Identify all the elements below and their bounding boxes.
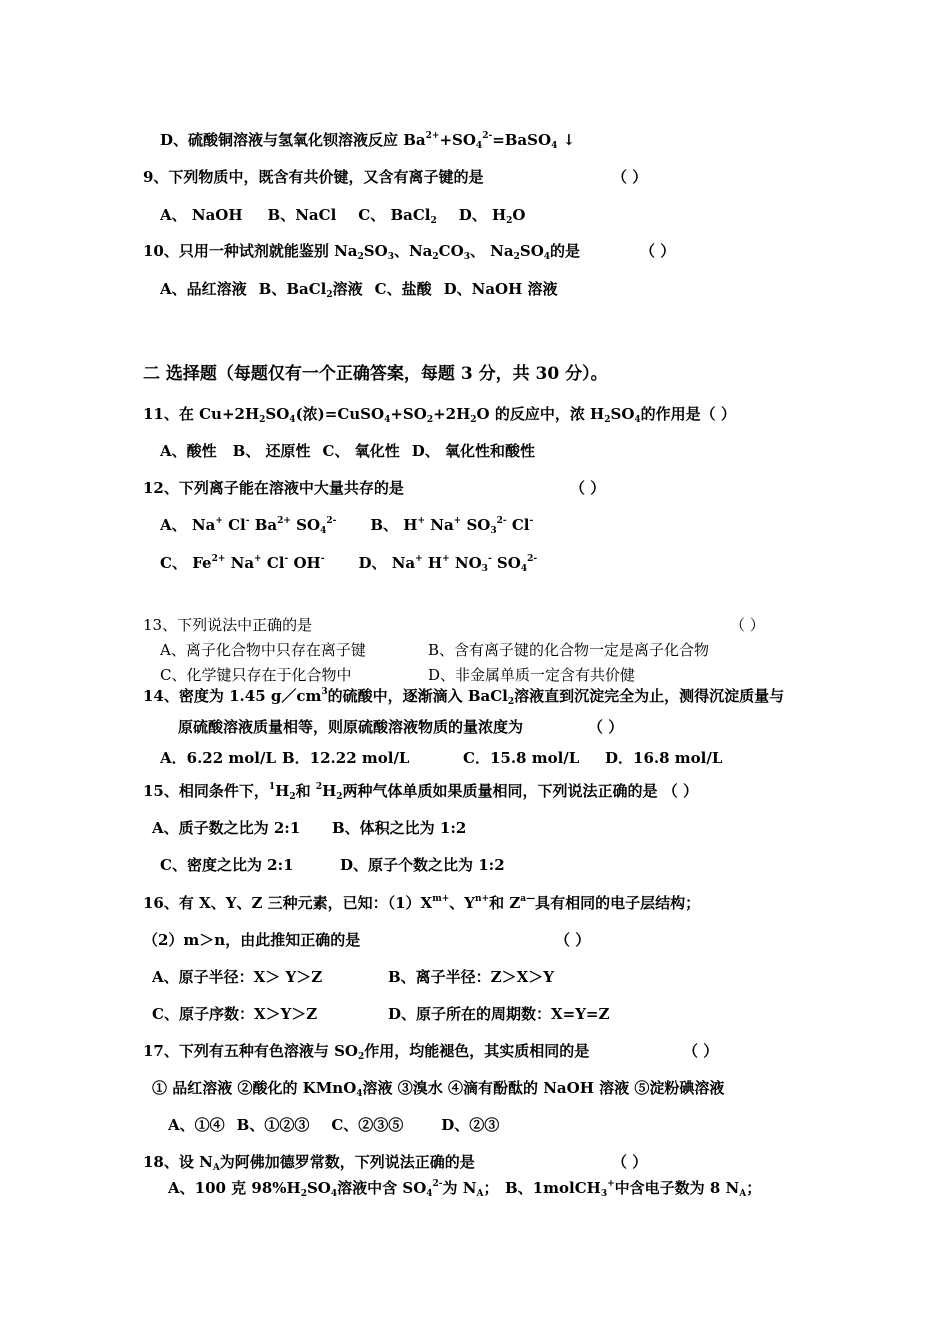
q12-option-b: B、 H+ Na+ $SO_3^{2-}$ Cl- bbox=[370, 516, 534, 536]
q12-options-cd bbox=[160, 553, 537, 573]
q18-option-a: A、100 克 $98\%H_2SO_4$溶液中含 $SO_4^{2-}$为 $N_A$； bbox=[168, 1179, 499, 1199]
q10-options bbox=[160, 279, 558, 299]
q13-option-a: A、离子化合物中只存在离子键 bbox=[160, 641, 366, 659]
q8-option-d: D、硫酸铜溶液与氢氧化钡溶液反应 $Ba^{2+}+SO_4^{2-}=BaSO_4$ ↓ bbox=[160, 131, 576, 151]
q12-option-c: C、 $Fe^{2+}$ Na+ Cl- OH- bbox=[160, 554, 325, 572]
q16-option-a: A、原子半径：X＞ Y＞Z bbox=[152, 968, 323, 986]
q11-option-a: A、酸性 bbox=[160, 442, 217, 460]
q10-stem: 10、只用一种试剂就能鉴别 $Na_2SO_3$、$Na_2CO_3$、 $Na_2SO_4$的是 bbox=[143, 242, 581, 262]
q12-option-d: D、 Na+ H+ $NO_3^-$ $SO_4^{2-}$ bbox=[358, 554, 538, 574]
q17-answer-paren: （ ） bbox=[683, 1042, 719, 1060]
q14-option-a: A．6.22 mol/L bbox=[160, 749, 276, 767]
q10-option-c: C、盐酸 bbox=[374, 280, 432, 298]
q13-option-c: C、化学键只存在于化合物中 bbox=[160, 666, 352, 684]
q15-option-b: B、体积之比为 1:2 bbox=[332, 819, 467, 837]
q13-option-b: B、含有离子键的化合物一定是离子化合物 bbox=[428, 641, 710, 659]
q9-option-c: C、 BaCl$_2$ bbox=[358, 206, 437, 226]
q18-stem: 18、设 $N_A$为阿佛加德罗常数，下列说法正确的是 bbox=[143, 1153, 475, 1173]
q16-answer-paren: （ ） bbox=[555, 931, 591, 949]
q14-option-d: D．16.8 mol/L bbox=[605, 749, 723, 767]
q17-option-b: B、①②③ bbox=[236, 1116, 310, 1134]
q16-option-b: B、离子半径：Z＞X＞Y bbox=[388, 968, 554, 986]
q17-options bbox=[168, 1115, 499, 1135]
section-2-heading: 二 选择题（每题仅有一个正确答案，每题 3 分，共 30 分）。 bbox=[143, 364, 608, 384]
q11-option-d: D、 氧化性和酸性 bbox=[411, 442, 535, 460]
q14-stem: 14、密度为 1.45 $g/cm^3$的硫酸中，逐渐滴入 BaCl$_2$溶液直到沉淀完全为止，测得沉淀质量与 bbox=[143, 687, 785, 707]
q17-option-a: A、①④ bbox=[168, 1116, 225, 1134]
q14-option-c: C．15.8 mol/L bbox=[463, 749, 580, 767]
q9-option-b: B、NaCl bbox=[267, 206, 337, 224]
q14-option-b: B．12.22 mol/L bbox=[282, 749, 410, 767]
q17-solution-list: ① 品红溶液 ②酸化的 KMnO$_4$溶液 ③溴水 ④滴有酚酞的 NaOH 溶液 ⑤淀粉碘溶液 bbox=[152, 1079, 725, 1099]
q16-stem: 16、有 X、Y、Z 三种元素，已知：$(1)X^{m+}$、$Y^{n+}$和 $Z^{a—}$具有相同的电子层结构； bbox=[143, 894, 701, 912]
q9-option-d: D、 $H_2O$ bbox=[458, 206, 526, 226]
q13-answer-paren: （ ） bbox=[730, 616, 765, 634]
q15-option-a: A、质子数之比为 2:1 bbox=[152, 819, 301, 837]
q11-options bbox=[160, 441, 535, 461]
q15-stem: 15、相同条件下，$^1H_2$和 $^2H_2$两种气体单质如果质量相同，下列说法正确的是 （ ） bbox=[143, 782, 698, 802]
q16-option-c: C、原子序数：X＞Y＞Z bbox=[152, 1005, 318, 1023]
q10-option-b: B、BaCl$_2$溶液 bbox=[258, 280, 363, 300]
q18-option-b: B、1molCH$_3$+中含电子数为 8 $N_A$； bbox=[505, 1179, 762, 1199]
q15-option-c: C、密度之比为 2:1 bbox=[160, 856, 294, 874]
q12-stem: 12、下列离子能在溶液中大量共存的是 bbox=[143, 479, 404, 497]
q15-option-d: D、原子个数之比为 1:2 bbox=[340, 856, 505, 874]
q13-stem: 13、下列说法中正确的是 bbox=[143, 616, 313, 634]
q14-answer-paren: （ ） bbox=[588, 718, 624, 736]
q18-answer-paren: （ ） bbox=[612, 1153, 648, 1171]
q9-stem: 9、下列物质中，既含有共价键，又含有离子键的是 bbox=[143, 168, 484, 186]
q11-option-b: B、 还原性 bbox=[232, 442, 311, 460]
q14-stem-continued: 原硫酸溶液质量相等，则原硫酸溶液物质的量浓度为 bbox=[178, 718, 524, 736]
q16-stem-continued: （2）m＞n，由此推知正确的是 bbox=[143, 931, 361, 949]
q11-option-c: C、 氧化性 bbox=[322, 442, 400, 460]
q17-stem: 17、下列有五种有色溶液与 $SO_2$作用，均能褪色，其实质相同的是 bbox=[143, 1042, 590, 1062]
q9-option-a: A、 NaOH bbox=[160, 206, 243, 224]
q9-answer-paren: （ ） bbox=[612, 168, 648, 186]
q12-option-a: A、 Na+ Cl- $Ba^{2+}$ $SO_4^{2-}$ bbox=[160, 516, 337, 536]
q11-stem: 11、在 $Cu+2H_2SO_4$(浓)$=CuSO_4+SO_2+2H_2O$ 的反应中，浓 $H_2SO_4$的作用是（ ） bbox=[143, 405, 736, 425]
q16-option-d: D、原子所在的周期数：X=Y=Z bbox=[388, 1005, 610, 1023]
q13-option-d: D、非金属单质一定含有共价健 bbox=[428, 666, 636, 684]
q10-answer-paren: （ ） bbox=[640, 242, 676, 260]
q9-options bbox=[160, 205, 526, 225]
q12-options-ab bbox=[160, 515, 533, 535]
q10-option-a: A、品红溶液 bbox=[160, 280, 247, 298]
q17-option-d: D、②③ bbox=[441, 1116, 500, 1134]
q17-option-c: C、②③⑤ bbox=[331, 1116, 404, 1134]
q10-option-d: D、NaOH 溶液 bbox=[443, 280, 558, 298]
q12-answer-paren: （ ） bbox=[570, 479, 606, 497]
